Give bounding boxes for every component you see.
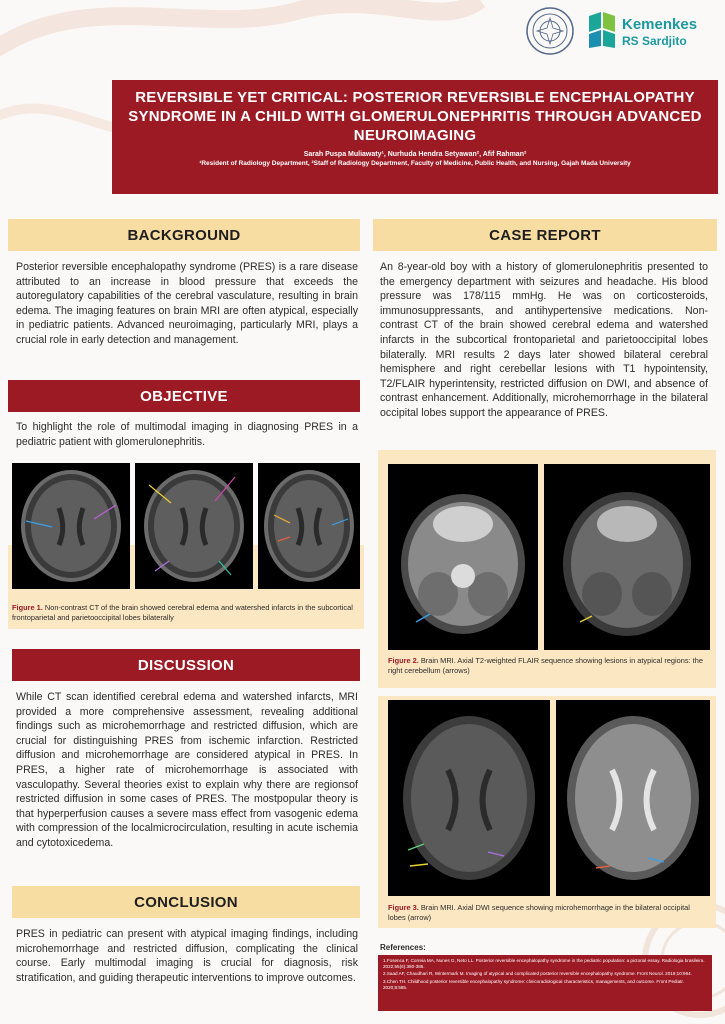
figure1-ct-image-3: [258, 463, 360, 589]
background-text: Posterior reversible encephalopathy syndrome (PRES) is a rare disease attributed to an increase in blood pressure that exceeds the autoregulatory capabilities of the cerebral vasculature, resulting in brain edema. The imaging features on brain MRI are often atypical, especially in pediatric patients. Advanced neuroimaging, particularly MRI, plays a crucial role in early detection and management.: [16, 261, 358, 346]
authors: Sarah Puspa Muliawaty¹, Nurhuda Hendra Setyawan², Afif Rahman²: [303, 151, 527, 158]
figure2-caption: [388, 656, 708, 676]
figure2-mri-image-1: [388, 464, 538, 650]
figure1-ct-image-2: [135, 463, 253, 589]
conclusion-heading: CONCLUSION: [12, 886, 360, 918]
affiliation: ¹Resident of Radiology Department, ²Staff of Radiology Department, Faculty of Medicine, Public Health, and Nursing, Gajah Mada University: [199, 160, 631, 167]
discussion-heading: DISCUSSION: [12, 649, 360, 681]
brand-subtitle: RS Sardjito: [622, 34, 687, 48]
figure2-caption-text: Brain MRI. Axial T2-weighted FLAIR sequence showing lesions in atypical regions: the right cerebellum (arrows): [388, 656, 703, 675]
references-heading: References:: [380, 943, 426, 952]
university-seal-logo: [525, 6, 575, 56]
case-report-heading: CASE REPORT: [373, 219, 717, 251]
figure3-caption-text: Brain MRI. Axial DWI sequence showing microhemorrhage in the bilateral occipital lobes (arrow): [388, 903, 690, 922]
figure1-ct-image-1: [12, 463, 130, 589]
figure3-mri-image-2: [556, 700, 710, 896]
figure2-label: Figure 2.: [388, 656, 419, 665]
conclusion-text: PRES in pediatric can present with atypical imaging findings, including microhemorrhage and restricted diffusion, complicating the clinical course. Early multimodal imaging is crucial for diagnosis, risk stratification, and guiding therapeutic interventions to improve outcomes.: [16, 928, 358, 984]
references-box: [378, 955, 712, 1011]
kemenkes-logo: [585, 10, 619, 50]
figure1-caption: [12, 603, 362, 623]
poster-title: REVERSIBLE YET CRITICAL: POSTERIOR REVERSIBLE ENCEPHALOPATHY SYNDROME IN A CHILD WITH GLOMERULONEPHRITIS THROUGH ADVANCED NEUROIMAGING: [128, 89, 702, 144]
figure1-label: Figure 1.: [12, 603, 43, 612]
discussion-text: While CT scan identified cerebral edema and watershed infarcts, MRI provided a more comprehensive assessment, revealing additional findings such as microhemorrhage and restricted diffusion, which are crucial for distinguishing PRES from ischemic infarction. Restricted diffusion and microhemorrhage are considered atypical in PRES. In PRES, a higher rate of microhemorrhage is associated with vasculopathy. Several theories exist to explain why there are regionsof restricted diffusion in some cases of PRES. The mostpopular theory is that hyperperfusion causes a severe mass effect from vasogenic edema with compression of the localmicrocirculation, resulting in acute ischemia and cytotoxicedema.: [16, 691, 358, 849]
title-banner: [112, 80, 718, 194]
reference-item: 2.Saad AF, Chaudhari R, Wintermark M. Imaging of atypical and complicated posterior reversible encephalopathy syndrome. Front Neurol. 2019;10:964.: [383, 971, 692, 977]
figure2-mri-image-2: [544, 464, 710, 650]
brand-name: Kemenkes: [622, 16, 698, 33]
background-heading: BACKGROUND: [8, 219, 360, 251]
case-report-text: An 8-year-old boy with a history of glomerulonephritis presented to the emergency department with seizures and headache. His blood pressure was 178/115 mmHg. He was on corticosteroids, immunosuppressants, and antihypertensive medications. Non-contrast CT of the brain showed cerebral edema and watershed infarcts in the subcortical frontoparietal and parietooccipital lobes bilaterally. MRI results 2 days later showed bilateral cerebral hemisphere and right cerebellar lesions with T1 hypointensity, T2/FLAIR hyperintensity, restricted diffusion on DWI, and absence of contrast enhancement. Additionally, microhemorrhage in the bilateral occipital lobes support the appearance of PRES.: [380, 261, 708, 419]
reference-item: 3.Chen TH. Childhood posterior reversible encephalopathy syndrome: clinicoradiological characteristics, managements, and outcome. Front Pediatr. 2020;8:585.: [383, 978, 684, 990]
figure3-mri-image-1: [388, 700, 550, 896]
figure3-label: Figure 3.: [388, 903, 419, 912]
objective-heading: OBJECTIVE: [8, 380, 360, 412]
figure1-caption-text: Non-contrast CT of the brain showed cerebral edema and watershed infarcts in the subcortical frontoparietal and parietooccipital lobes bilaterally: [12, 603, 353, 622]
objective-text: To highlight the role of multimodal imaging in diagnosing PRES in a pediatric patient with glomerulonephritis.: [16, 421, 358, 448]
reference-item: 1.Fosenca F, Correia MA, Nunes G, Neto LL. Posterior reversible encephalopathy syndrome in the pediatric population: a pictorial essay. Radiologia brasileira. 2022;55(6):380-385.: [383, 958, 705, 970]
figure3-caption: [388, 903, 708, 923]
